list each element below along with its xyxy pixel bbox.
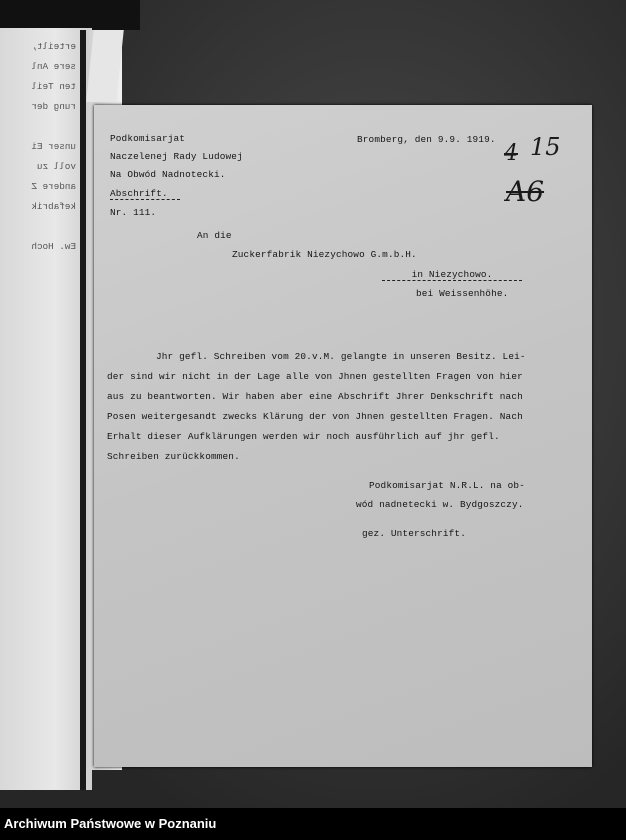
body-line: Erhalt dieser Aufklärungen werden wir noch ausführlich auf jhr gefl.	[107, 431, 500, 442]
sender-line: Podkomisarjat	[110, 133, 186, 144]
handwritten-strike: 4	[504, 141, 518, 166]
body-line: Posen weitergesandt zwecks Klärung der von Jhnen gestellten Fragen. Nach	[107, 411, 523, 422]
handwritten-number: 15	[530, 133, 561, 161]
mirrored-text: andere Z	[31, 181, 76, 192]
mirrored-text: kefabrik	[31, 201, 76, 212]
mirrored-text: rung der	[31, 101, 76, 112]
recipient-line: An die	[197, 230, 232, 241]
mirrored-text: voll zu	[36, 161, 76, 172]
mirrored-text: ten Teil	[31, 81, 76, 92]
body-line: der sind wir nicht in der Lage alle von Jhnen gestellten Fragen von hier	[107, 371, 523, 382]
signature-line: wód nadnetecki w. Bydgoszczy.	[356, 499, 524, 510]
reference-number: Nr. 111.	[110, 207, 157, 218]
mirrored-text: Ew. Hoch	[31, 241, 76, 252]
archive-footer	[0, 808, 626, 840]
recipient-line: bei Weissenhöhe.	[416, 288, 509, 299]
recipient-line: in Niezychowo.	[382, 269, 522, 281]
scan-corner	[0, 0, 140, 30]
mirrored-text: sere Anl	[31, 61, 76, 72]
letter-page	[94, 105, 592, 767]
sender-line: Naczelenej Rady Ludowej	[110, 151, 243, 162]
underlying-page-strip	[0, 28, 92, 790]
recipient-line: Zuckerfabrik Niezychowo G.m.b.H.	[232, 249, 417, 260]
place-date: Bromberg, den 9.9. 1919.	[357, 134, 496, 145]
body-line: aus zu beantworten. Wir haben aber eine Abschrift Jhrer Denkschrift nach	[107, 391, 523, 402]
copy-label: Abschrift.	[110, 188, 180, 200]
archive-name: Archiwum Państwowe w Poznaniu	[4, 816, 217, 831]
mirrored-text: erteilt,	[31, 41, 76, 52]
handwritten-folio: A6	[506, 175, 545, 208]
sender-line: Na Obwód Nadnotecki.	[110, 169, 226, 180]
signature-line: gez. Unterschrift.	[362, 528, 466, 539]
body-line: Schreiben zurückkommen.	[107, 451, 240, 462]
mirrored-text: unser Ei	[31, 141, 76, 152]
body-line: Jhr gefl. Schreiben vom 20.v.M. gelangte in unseren Besitz. Lei-	[156, 351, 526, 362]
signature-line: Podkomisarjat N.R.L. na ob-	[369, 480, 525, 491]
